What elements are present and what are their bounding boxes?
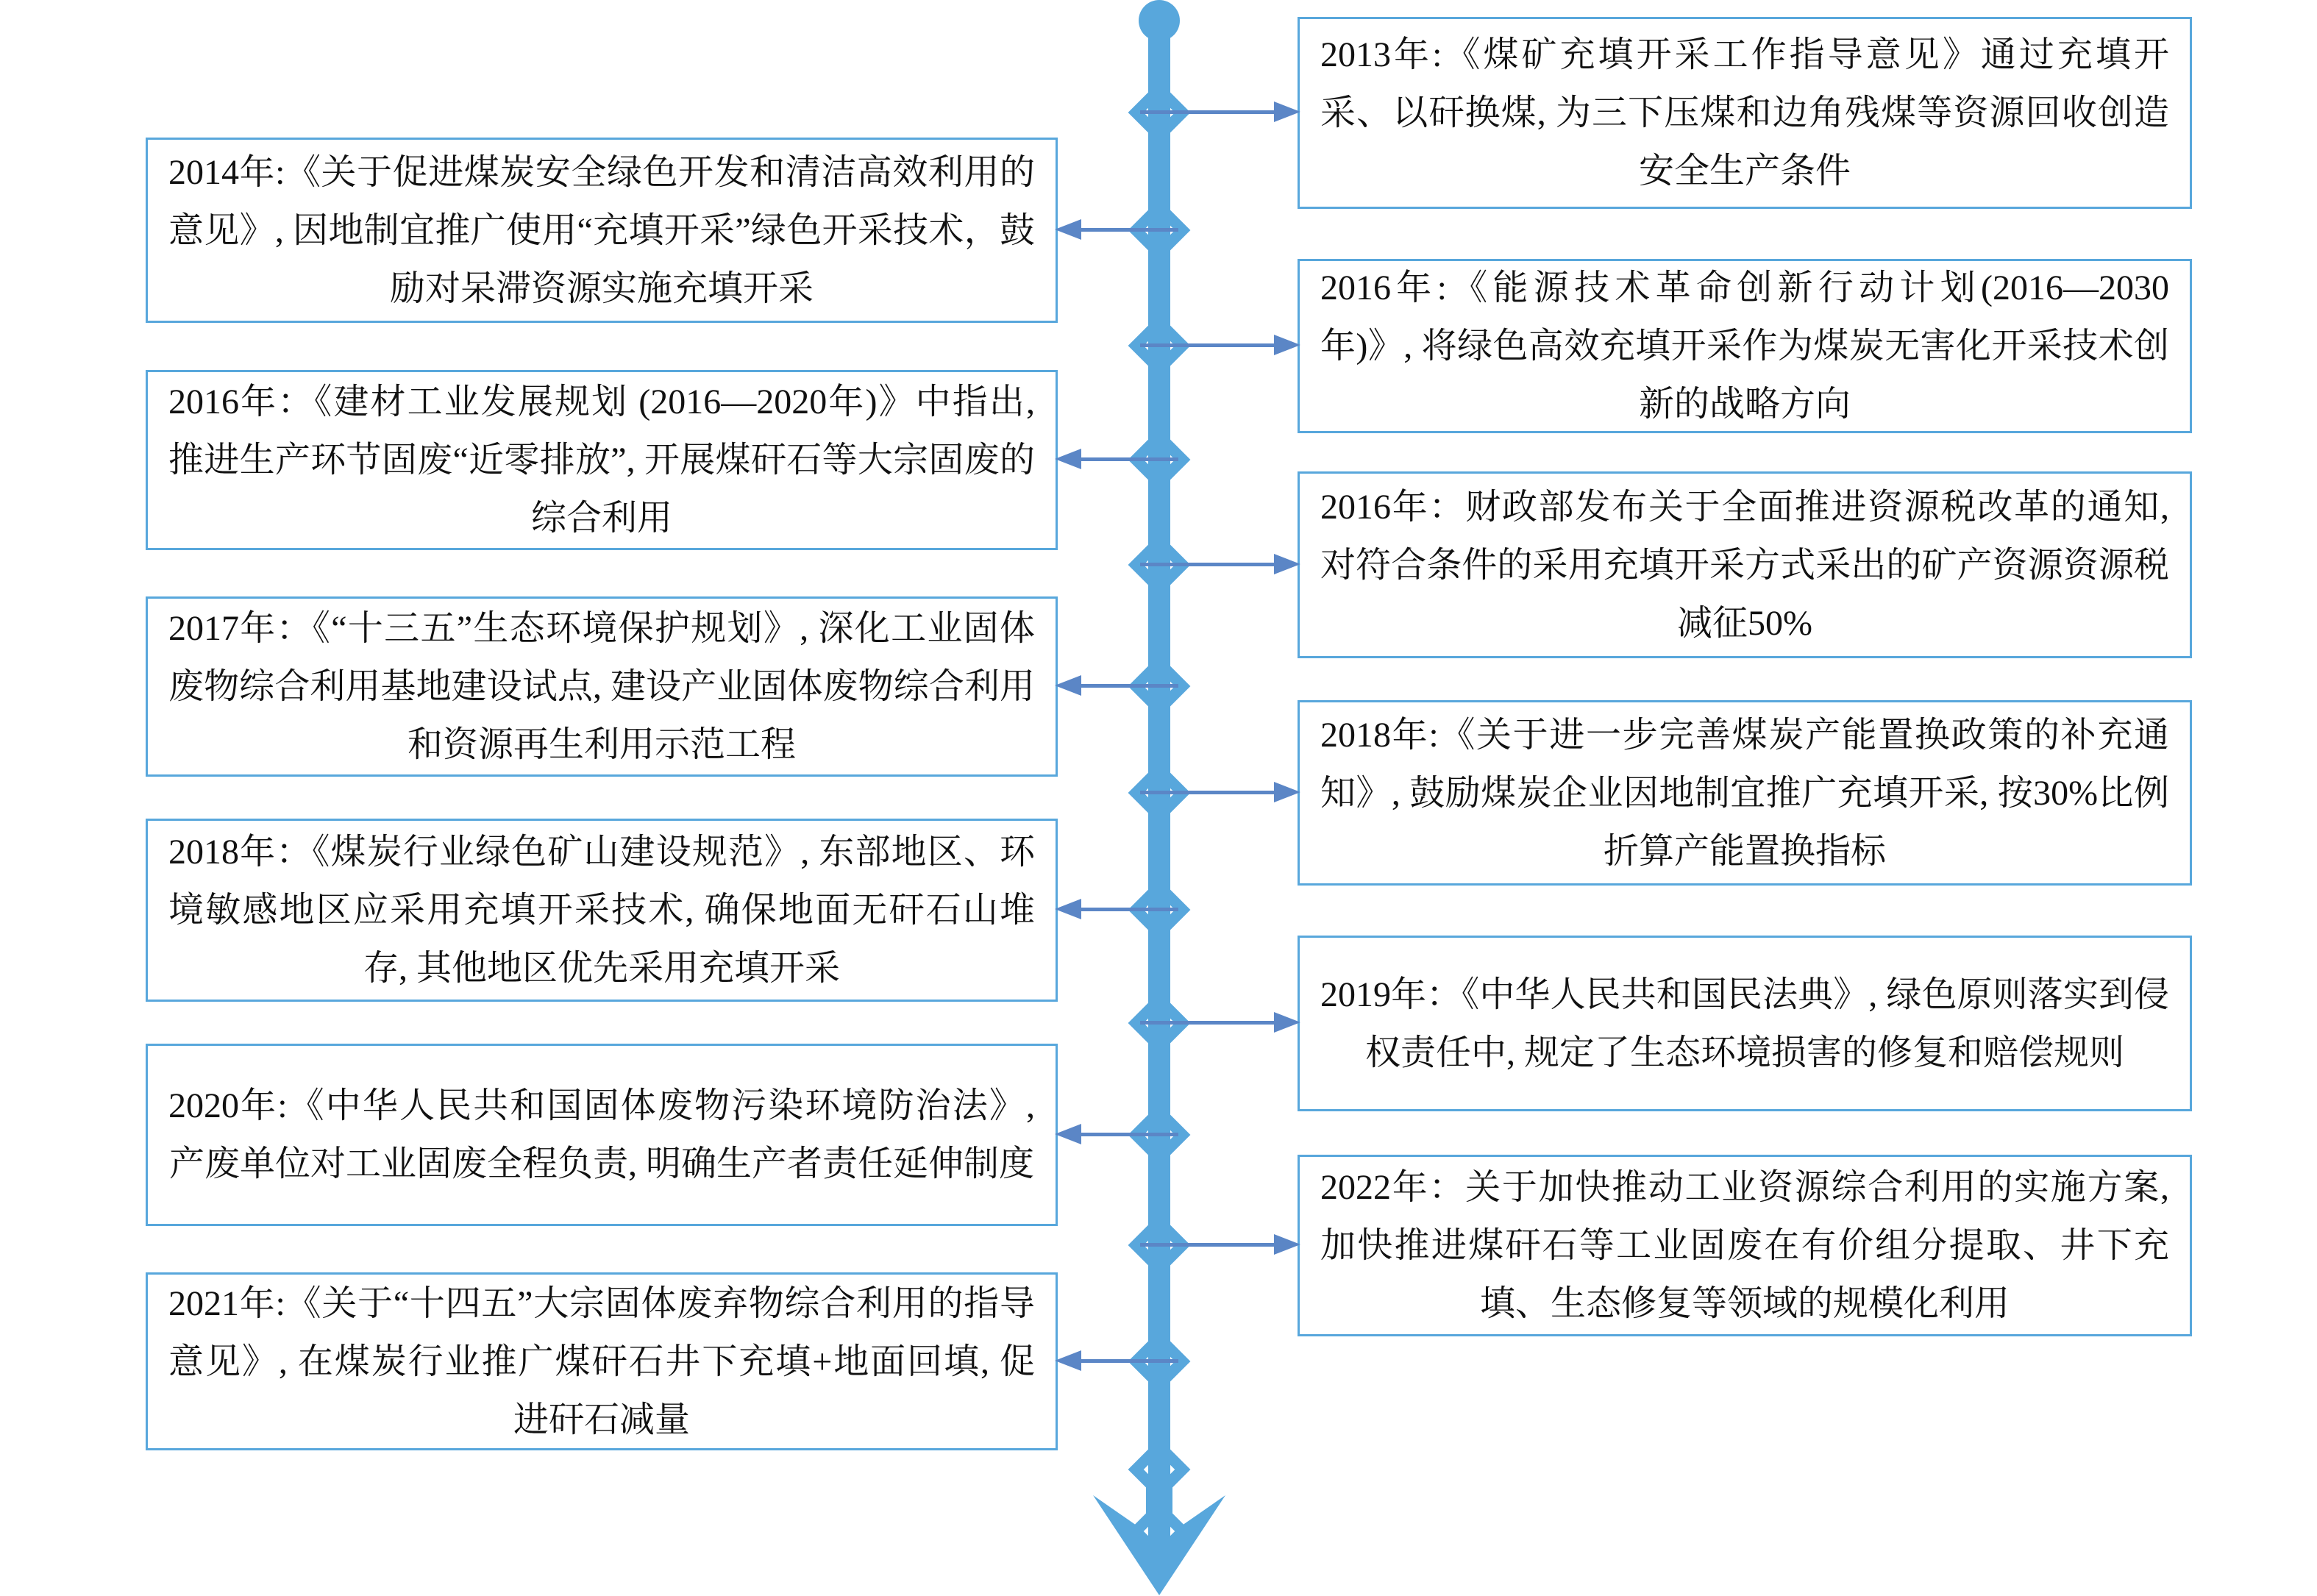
diamond-marker <box>1128 1500 1190 1562</box>
timeline-item-2013-guidance: 2013年:《煤矿充填开采工作指导意见》通过充填开采、以矸换煤, 为三下压煤和边角残煤等资源回收创造安全生产条件 <box>1298 17 2192 209</box>
timeline-item-2016-building-materials: 2016年：《建材工业发展规划 (2016—2020年)》中指出, 推进生产环节固废“近零排放”, 开展煤矸石等大宗固废的综合利用 <box>146 370 1058 550</box>
timeline-item-2019-civil-code: 2019年：《中华人民共和国民法典》, 绿色原则落实到侵权责任中, 规定了生态环境损害的修复和赔偿规则 <box>1298 936 2192 1111</box>
timeline-item-2016-resource-tax: 2016年：财政部发布关于全面推进资源税改革的通知, 对符合条件的采用充填开采方式采出的矿产资源资源税减征50% <box>1298 471 2192 658</box>
timeline-item-2017-eco-plan: 2017年：《“十三五”生态环境保护规划》, 深化工业固体废物综合利用基地建设试点, 建设产业固体废物综合利用和资源再生利用示范工程 <box>146 596 1058 777</box>
connector-arrow-right <box>1140 343 1274 347</box>
timeline-item-2014-green-mining: 2014年:《关于促进煤炭安全绿色开发和清洁高效利用的意见》, 因地制宜推广使用“充填开采”绿色开采技术，鼓励对呆滞资源实施充填开采 <box>146 138 1058 323</box>
timeline-item-2018-capacity-swap: 2018年:《关于进一步完善煤炭产能置换政策的补充通知》, 鼓励煤炭企业因地制宜推广充填开采, 按30%比例折算产能置换指标 <box>1298 700 2192 886</box>
connector-arrow-left <box>1081 1359 1178 1363</box>
connector-arrow-right <box>1140 110 1274 114</box>
timeline-item-2021-bulk-solid-waste: 2021年:《关于“十四五”大宗固体废弃物综合利用的指导意见》, 在煤炭行业推广煤矸石井下充填+地面回填, 促进矸石减量 <box>146 1272 1058 1450</box>
timeline-item-2020-solid-waste-law: 2020年:《中华人民共和国固体废物污染环境防治法》, 产废单位对工业固废全程负责, 明确生产者责任延伸制度 <box>146 1044 1058 1226</box>
connector-arrow-left <box>1081 908 1178 911</box>
connector-arrow-right <box>1140 1243 1274 1247</box>
connector-arrow-left <box>1081 1133 1178 1136</box>
connector-arrow-left <box>1081 457 1178 461</box>
timeline-item-2016-energy-plan: 2016年:《能源技术革命创新行动计划(2016—2030年)》, 将绿色高效充填开采作为煤炭无害化开采技术创新的战略方向 <box>1298 259 2192 433</box>
connector-arrow-left <box>1081 684 1178 688</box>
connector-arrow-right <box>1140 1021 1274 1025</box>
connector-arrow-right <box>1140 791 1274 794</box>
connector-arrow-left <box>1081 228 1178 232</box>
connector-arrow-right <box>1140 563 1274 566</box>
timeline-item-2022-industrial-reuse: 2022年：关于加快推动工业资源综合利用的实施方案, 加快推进煤矸石等工业固废在有价组分提取、井下充填、生态修复等领域的规模化利用 <box>1298 1155 2192 1336</box>
diamond-marker <box>1128 1439 1190 1500</box>
timeline-item-2018-green-mine-spec: 2018年：《煤炭行业绿色矿山建设规范》, 东部地区、环境敏感地区应采用充填开采技术, 确保地面无矸石山堆存, 其他地区优先采用充填开采 <box>146 819 1058 1002</box>
